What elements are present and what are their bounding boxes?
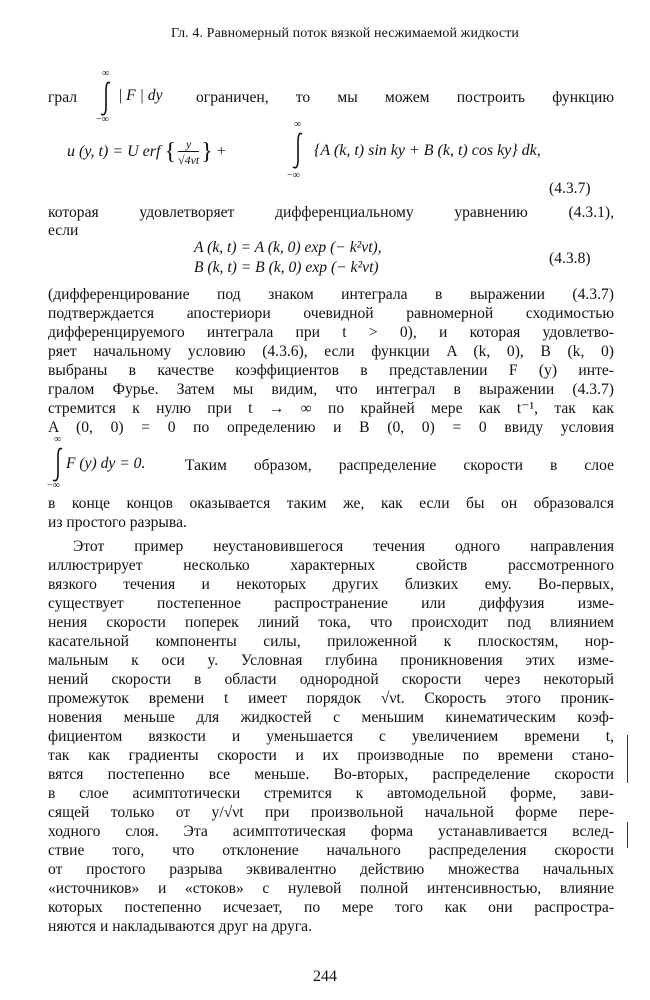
- upper-limit: ∞: [54, 434, 62, 445]
- integral-zero-expression: F (y) dy = 0.: [66, 455, 146, 472]
- text-line: касательной компоненты силы, приложенной к плоскостям, нор-: [48, 633, 614, 650]
- text-line: которых постепенно исчезает, по мере того как они распростра-: [48, 899, 614, 916]
- upper-limit: ∞: [102, 68, 110, 79]
- text-line: из простого разрыва.: [48, 514, 187, 531]
- text-line: подтверждается апостериори очевидной равномерной сходимостью: [48, 305, 614, 322]
- text-line-rest: ограничен, то мы можем построить функцию: [196, 89, 614, 106]
- upper-limit: ∞: [294, 119, 302, 130]
- fraction-numerator: y: [178, 137, 199, 152]
- text-line: промежуток времени t имеет порядок √νt. Скорость этого проник-: [48, 690, 614, 707]
- text-line: вятся постепенно все меньше. Во-вторых, распределение скорости: [48, 766, 614, 783]
- text-line: иллюстрирует несколько характерных свойств рассмотренного: [48, 557, 614, 574]
- text-line: в слое асимптотически стремится к автомодельной форме, зави-: [48, 785, 614, 802]
- page-number: 244: [313, 968, 337, 985]
- text-line: нения скорости поперек линий тока, что происходит под влиянием: [48, 614, 614, 631]
- integral-glyph-icon: [99, 81, 113, 117]
- text-line: (дифференцирование под знаком интеграла в выражении (4.3.7): [48, 286, 614, 303]
- text-line: которая удовлетворяет дифференциальному уравнению (4.3.1),: [48, 204, 614, 221]
- text-line: вязкого течения и некоторых других близких ему. Во-первых,: [48, 576, 614, 593]
- eq-lhs: u (y, t) = U erf: [67, 143, 161, 161]
- integral-glyph-icon: [51, 447, 65, 483]
- equation-number-4-3-7: (4.3.7): [549, 180, 591, 197]
- text-line: «источников» и «стоков» с нулевой полной интенсивностью, влияние: [48, 880, 614, 897]
- text-line: сящей только от y/√νt при произвольной начальной форме пере-: [48, 804, 614, 821]
- lower-limit: −∞: [287, 170, 300, 181]
- running-header: Гл. 4. Равномерный поток вязкой несжимаемой жидкости: [170, 26, 520, 41]
- text-line: фициентом вязкости и уменьшается с увеличением времени t,: [48, 728, 614, 745]
- text-line: Таким образом, распределение скорости в слое: [185, 457, 614, 474]
- integral-sign-1: [96, 70, 116, 124]
- text-line: в конце концов оказывается таким же, как если бы он образовался: [48, 495, 614, 512]
- text-lead: грал: [48, 89, 78, 106]
- integrand-abs-F: | F | dy: [118, 87, 163, 104]
- margin-mark: [627, 735, 628, 783]
- text-line: мальным к оси y. Условная глубина проникновения этих изме-: [48, 652, 614, 669]
- integral-sign-2: [287, 121, 309, 183]
- integral-sign-3: [46, 434, 66, 493]
- text-line: дифференцируемого интеграла при t > 0), и которая удовлетво-: [48, 324, 614, 341]
- right-brace: }: [201, 139, 213, 165]
- left-brace: {: [164, 139, 176, 165]
- lower-limit: −∞: [47, 480, 60, 491]
- fraction-denominator: √4νt: [177, 153, 200, 167]
- equation-4-3-8-line2: B (k, t) = B (k, 0) exp (− k²νt): [194, 259, 379, 276]
- eq-integrand: {A (k, t) sin ky + B (k, t) cos ky} dk,: [314, 142, 541, 159]
- integral-glyph-icon: [291, 132, 305, 170]
- text-line: ходного слоя. Эта асимптотическая форма устанавливается вслед-: [48, 823, 614, 840]
- text-line: от простого разрыва эквивалентно действию множества начальных: [48, 861, 614, 878]
- paragraph-first-line: Этот пример неустановившегося течения одного направления: [73, 538, 614, 555]
- equation-number-4-3-8: (4.3.8): [549, 250, 591, 267]
- text-line: выбраны в качестве коэффициентов в представлении F (y) инте-: [48, 362, 614, 379]
- text-line: так как градиенты скорости и их производные по времени стано-: [48, 747, 614, 764]
- text-line: нений скорости в области однородной скорости через некоторый: [48, 671, 614, 688]
- text-line: новения меньше для жидкостей с меньшим кинематическим коэф-: [48, 709, 614, 726]
- text-line: няются и накладываются друг на друга.: [48, 918, 312, 935]
- text-line: A (0, 0) = 0 по определению и B (0, 0) = 0 ввиду условия: [48, 419, 614, 436]
- equation-4-3-8-line1: A (k, t) = A (k, 0) exp (− k²νt),: [194, 239, 382, 256]
- plus-sign: +: [216, 143, 226, 161]
- text-line: стремится к нулю при t → ∞ по крайней мере как t⁻¹, так как: [48, 400, 614, 417]
- margin-mark: [627, 822, 628, 848]
- text-line: ряет начальному условию (4.3.6), если функции A (k, 0), B (k, 0): [48, 343, 614, 360]
- text-line: ствие того, что отклонение начального распределения скорости: [48, 842, 614, 859]
- text-line: если: [48, 222, 79, 239]
- fraction: [178, 137, 199, 168]
- equation-4-3-7: [67, 137, 226, 168]
- text-line: гралом Фурье. Затем мы видим, что интеграл в выражении (4.3.7): [48, 381, 614, 398]
- text-line: существует постепенное распространение или диффузия изме-: [48, 595, 614, 612]
- lower-limit: −∞: [96, 114, 109, 125]
